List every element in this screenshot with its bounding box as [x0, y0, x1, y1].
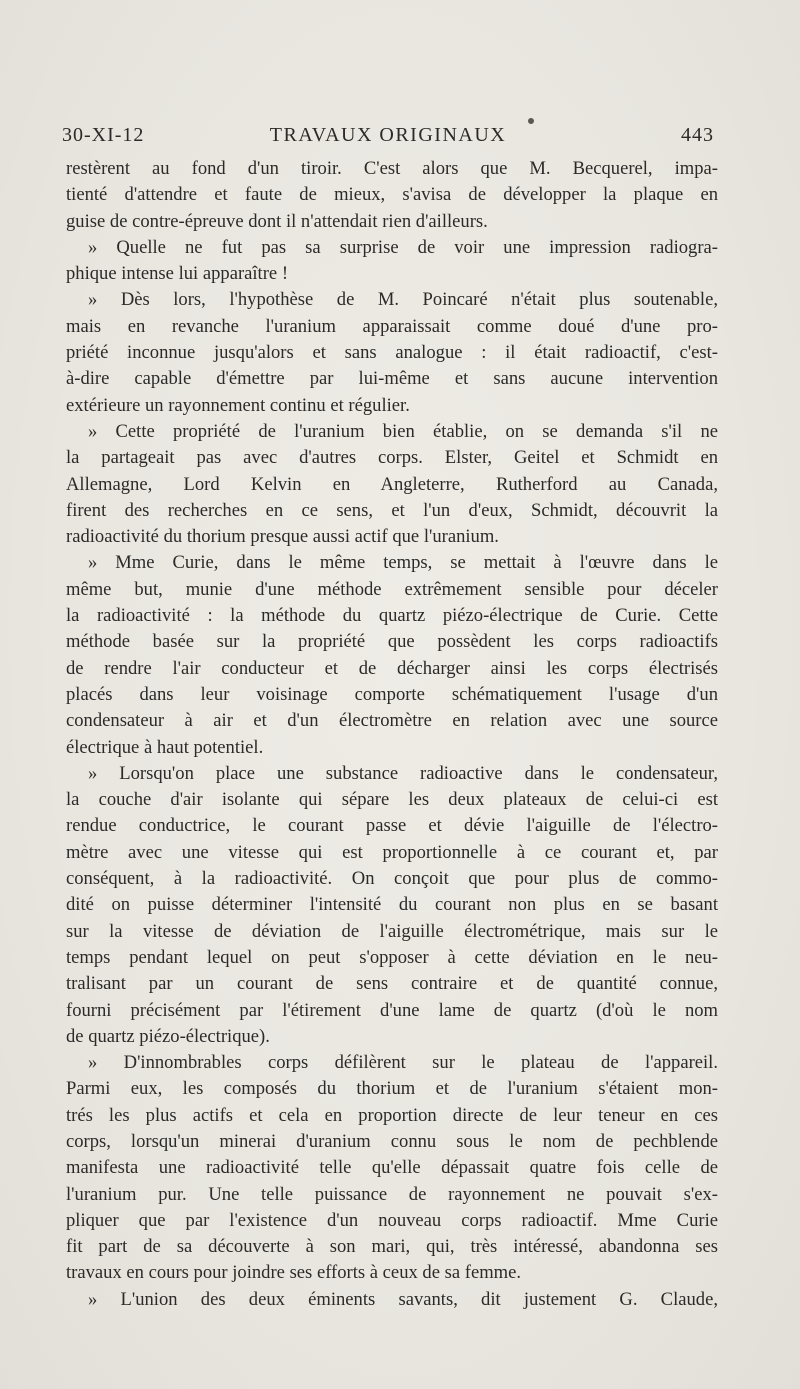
text-line: » Mme Curie, dans le même temps, se mettait à l'œuvre dans le: [88, 552, 718, 574]
text-line: sur la vitesse de déviation de l'aiguille électrométrique, mais sur le: [66, 920, 718, 942]
text-line: manifesta une radioactivité telle qu'elle dépassait quatre fois celle de: [66, 1157, 718, 1179]
header-date: 30-XI-12: [62, 124, 145, 146]
text-line: priété inconnue jusqu'alors et sans analogue : il était radioactif, c'est-: [66, 342, 718, 364]
header-section-title: TRAVAUX ORIGINAUX: [269, 124, 507, 146]
running-header: [62, 124, 714, 158]
text-line: » D'innombrables corps défilèrent sur le plateau de l'appareil.: [88, 1052, 718, 1074]
text-line: travaux en cours pour joindre ses efforts à ceux de sa femme.: [66, 1262, 522, 1284]
text-line: fit part de sa découverte à son mari, qui, très intéressé, abandonna ses: [66, 1236, 718, 1258]
text-line: trés les plus actifs et cela en proportion directe de leur teneur en ces: [66, 1104, 718, 1126]
text-line: Parmi eux, les composés du thorium et de l'uranium s'étaient mon-: [66, 1078, 718, 1100]
text-line: restèrent au fond d'un tiroir. C'est alors que M. Becquerel, impa-: [66, 158, 718, 179]
text-line: la couche d'air isolante qui sépare les deux plateaux de celui-ci est: [66, 789, 718, 811]
text-line: tienté d'attendre et faute de mieux, s'avisa de développer la plaque en: [66, 184, 718, 206]
text-line: placés dans leur voisinage comporte schématiquement l'usage d'un: [66, 683, 718, 705]
text-line: condensateur à air et d'un électromètre en relation avec une source: [66, 710, 718, 732]
text-line: électrique à haut potentiel.: [66, 736, 264, 758]
page-number: 443: [681, 124, 714, 146]
text-line: » Lorsqu'on place une substance radioactive dans le condensateur,: [88, 762, 718, 784]
text-line: fourni précisément par l'étirement d'une lame de quartz (d'où le nom: [66, 999, 718, 1021]
text-line: à-dire capable d'émettre par lui-même et sans aucune intervention: [66, 368, 718, 390]
text-line: » Quelle ne fut pas sa surprise de voir une impression radiogra-: [88, 236, 718, 258]
text-line: même but, munie d'une méthode extrêmement sensible pour déceler: [66, 578, 718, 600]
text-line: temps pendant lequel on peut s'opposer à cette déviation en le neu-: [66, 946, 718, 968]
text-line: la radioactivité : la méthode du quartz piézo-électrique de Curie. Cette: [66, 605, 718, 627]
text-line: guise de contre-épreuve dont il n'attendait rien d'ailleurs.: [66, 210, 488, 232]
text-line: radioactivité du thorium presque aussi actif que l'uranium.: [66, 526, 499, 548]
text-line: » Dès lors, l'hypothèse de M. Poincaré n'était plus soutenable,: [88, 289, 718, 311]
text-line: mais en revanche l'uranium apparaissait comme doué d'une pro-: [66, 315, 718, 337]
text-line: » Cette propriété de l'uranium bien établie, on se demanda s'il ne: [88, 420, 718, 442]
text-line: firent des recherches en ce sens, et l'un d'eux, Schmidt, découvrit la: [66, 499, 718, 521]
text-line: dité on puisse déterminer l'intensité du courant non plus en se basant: [66, 894, 718, 916]
text-line: mètre avec une vitesse qui est proportionnelle à ce courant et, par: [66, 841, 718, 863]
text-line: tralisant par un courant de sens contraire et de quantité connue,: [66, 973, 718, 995]
text-line: pliquer que par l'existence d'un nouveau corps radioactif. Mme Curie: [66, 1209, 718, 1231]
text-line: extérieure un rayonnement continu et régulier.: [66, 394, 410, 416]
text-line: conséquent, à la radioactivité. On conçoit que pour plus de commo-: [66, 868, 718, 890]
text-line: la partageait pas avec d'autres corps. Elster, Geitel et Schmidt en: [66, 447, 718, 469]
text-line: Allemagne, Lord Kelvin en Angleterre, Rutherford au Canada,: [66, 473, 718, 495]
text-line: méthode basée sur la propriété que possèdent les corps radioactifs: [66, 631, 718, 653]
text-line: phique intense lui apparaître !: [66, 263, 289, 285]
text-line: l'uranium pur. Une telle puissance de rayonnement ne pouvait s'ex-: [66, 1183, 718, 1205]
text-line: de quartz piézo-électrique).: [66, 1025, 270, 1047]
text-line: corps, lorsqu'un minerai d'uranium connu sous le nom de pechblende: [66, 1130, 718, 1152]
text-line: » L'union des deux éminents savants, dit justement G. Claude,: [88, 1288, 718, 1310]
text-line: de rendre l'air conducteur et de décharger ainsi les corps électrisés: [66, 657, 718, 679]
body-text: [66, 156, 718, 1313]
text-line: rendue conductrice, le courant passe et dévie l'aiguille de l'électro-: [66, 815, 718, 837]
